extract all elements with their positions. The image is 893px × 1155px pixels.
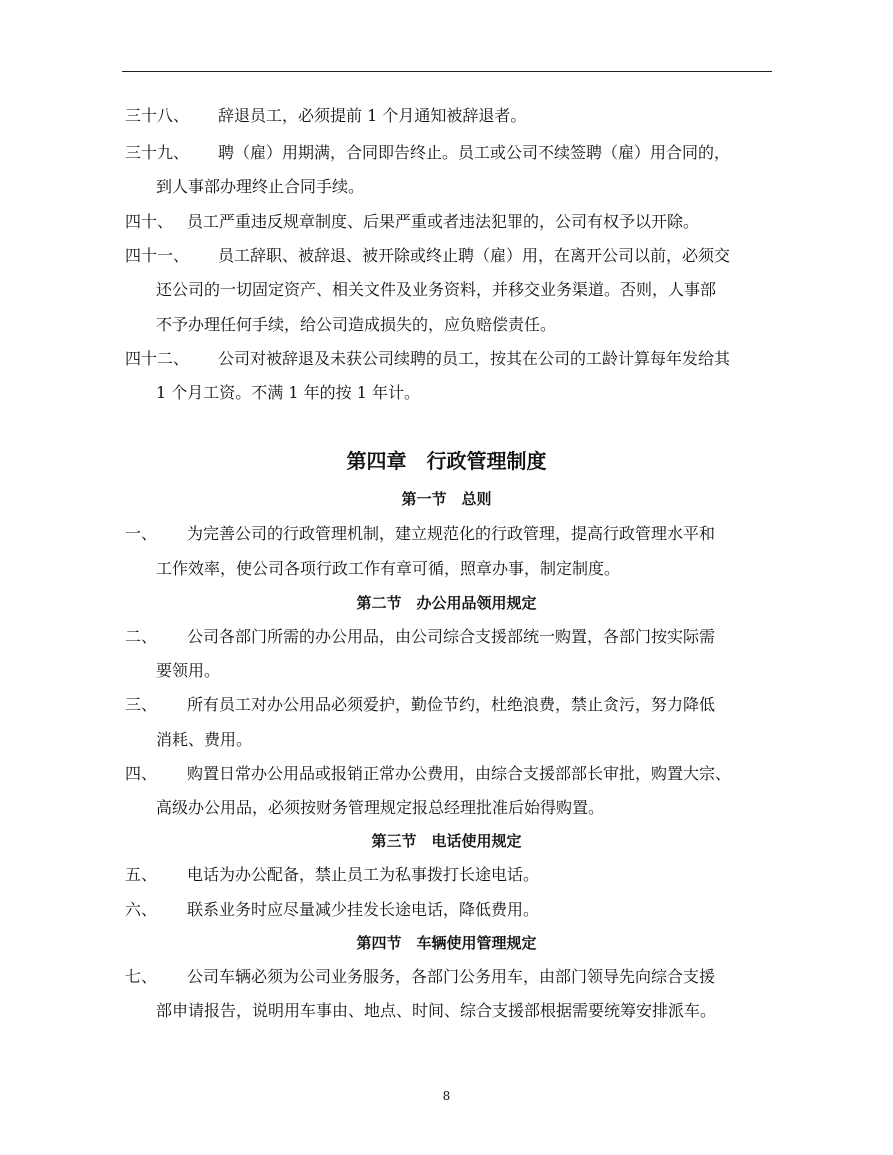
item-text: 辞退员工，必须提前 1 个月通知被辞退者。 bbox=[218, 106, 527, 125]
item-text: 公司各部门所需的办公用品，由公司综合支援部统一购置，各部门按实际需 bbox=[187, 627, 716, 646]
item-text: 聘（雇）用期满，合同即告终止。员工或公司不续签聘（雇）用合同的， bbox=[218, 143, 731, 162]
item-text: 工作效率，使公司各项行政工作有章可循，照章办事，制定制度。 bbox=[156, 559, 621, 578]
item-number: 三、 bbox=[125, 695, 158, 714]
item-number: 一、 bbox=[125, 524, 158, 543]
item-text: 所有员工对办公用品必须爱护，勤俭节约，杜绝浪费，禁止贪污，努力降低 bbox=[187, 695, 716, 714]
item-number: 五、 bbox=[125, 865, 158, 884]
item-number: 四十、 bbox=[125, 212, 174, 231]
item-text: 高级办公用品，必须按财务管理规定报总经理批准后始得购置。 bbox=[156, 798, 605, 817]
section-title: 第二节 办公用品领用规定 bbox=[356, 594, 537, 612]
item-text: 公司对被辞退及未获公司续聘的员工，按其在公司的工龄计算每年发给其 bbox=[218, 349, 731, 368]
item-text: 消耗、费用。 bbox=[156, 730, 253, 749]
item-number: 三十八、 bbox=[125, 106, 190, 125]
item-text: 电话为办公配备，禁止员工为私事拨打长途电话。 bbox=[187, 865, 540, 884]
item-text: 1 个月工资。不满 1 年的按 1 年计。 bbox=[156, 383, 420, 402]
item-number: 二、 bbox=[125, 627, 158, 646]
item-number: 四十一、 bbox=[125, 246, 190, 265]
header-rule bbox=[122, 71, 772, 72]
section-title: 第四节 车辆使用管理规定 bbox=[356, 934, 537, 952]
item-number: 六、 bbox=[125, 900, 158, 919]
item-text: 员工严重违反规章制度、后果严重或者违法犯罪的，公司有权予以开除。 bbox=[187, 212, 700, 231]
item-text: 到人事部办理终止合同手续。 bbox=[156, 177, 365, 196]
item-text: 部申请报告，说明用车事由、地点、时间、综合支援部根据需要统筹安排派车。 bbox=[156, 1001, 717, 1020]
item-text: 员工辞职、被辞退、被开除或终止聘（雇）用，在离开公司以前，必须交 bbox=[218, 246, 731, 265]
item-text: 公司车辆必须为公司业务服务，各部门公务用车，由部门领导先向综合支援 bbox=[187, 967, 716, 986]
page-number: 8 bbox=[442, 1089, 451, 1103]
item-text: 不予办理任何手续，给公司造成损失的，应负赔偿责任。 bbox=[156, 315, 557, 334]
item-number: 四、 bbox=[125, 764, 158, 783]
item-number: 三十九、 bbox=[125, 143, 190, 162]
chapter-title: 第四章 行政管理制度 bbox=[346, 449, 547, 473]
item-text: 要领用。 bbox=[156, 661, 221, 680]
item-number: 七、 bbox=[125, 967, 158, 986]
section-title: 第一节 总则 bbox=[401, 490, 492, 508]
section-title: 第三节 电话使用规定 bbox=[371, 832, 522, 850]
item-text: 为完善公司的行政管理机制，建立规范化的行政管理，提高行政管理水平和 bbox=[187, 524, 716, 543]
item-text: 还公司的一切固定资产、相关文件及业务资料，并移交业务渠道。否则，人事部 bbox=[156, 280, 717, 299]
item-number: 四十二、 bbox=[125, 349, 190, 368]
item-text: 购置日常办公用品或报销正常办公费用，由综合支援部部长审批，购置大宗、 bbox=[187, 764, 732, 783]
item-text: 联系业务时应尽量减少挂发长途电话，降低费用。 bbox=[187, 900, 540, 919]
